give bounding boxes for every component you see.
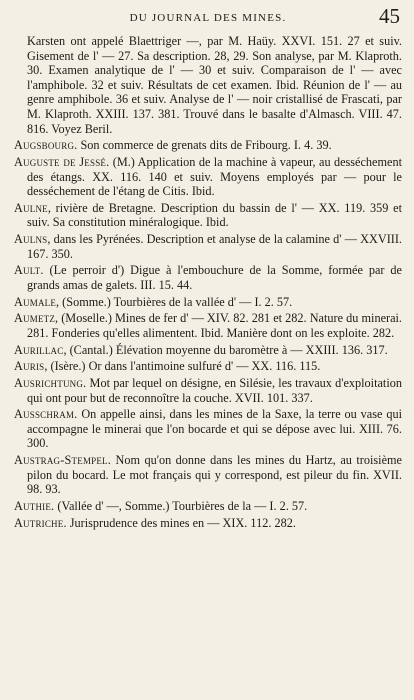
entry-text: (Le perroir d') Digue à l'embouchure de la Somme, formée par de grands amas de galets. III. 15. 44. bbox=[27, 263, 402, 292]
entry-head: Aulne bbox=[14, 200, 48, 215]
entry-text: (M.) Application de la machine à vapeur, au desséchement des étangs. XX. 116. 140 et suiv. Moyens employés par — pour le desséchement de l'étang de Citis. Ibid. bbox=[27, 154, 402, 199]
entry-text: , (Somme.) Tourbières de la vallée d' — I. 2. 57. bbox=[56, 294, 293, 309]
index-entries bbox=[14, 34, 402, 530]
index-entry bbox=[14, 376, 402, 405]
entry-text: , (Moselle.) Mines de fer d' — XIV. 82. 281 et 282. Nature du minerai. 281. Fonderies qu'elles alimentent. Ibid. Manière dont on les exploite. 282. bbox=[27, 311, 402, 340]
index-entry bbox=[14, 232, 402, 261]
index-entry bbox=[14, 34, 402, 136]
index-entry bbox=[14, 155, 402, 199]
entry-head: Austrag-Stempel. bbox=[14, 453, 112, 468]
index-entry bbox=[14, 295, 402, 310]
index-entry bbox=[14, 407, 402, 451]
entry-head: Augsbourg. bbox=[14, 138, 78, 153]
entry-text: Nom qu'on donne dans les mines du Hartz, au troisième pilon du bocard. Le mot français qui y correspond, est pileur du fin. XVII. 98. 93. bbox=[27, 453, 402, 497]
entry-head: Autriche. bbox=[14, 515, 67, 530]
entry-head: Authie. bbox=[14, 499, 55, 514]
entry-head: Auguste de Jessé. bbox=[14, 154, 110, 169]
entry-head: Auris bbox=[14, 359, 45, 374]
index-entry bbox=[14, 343, 402, 358]
index-entry bbox=[14, 499, 402, 514]
entry-text: Karsten ont appelé Blaettriger —, par M. Haüy. XXVI. 151. 27 et suiv. Gisement de l' — 27. Sa description. 28, 29. Son analyse, par M. Klaproth. 30. Examen analytique de l' — 30 et suiv. Comparaison de l' — avec l'amphibole. 32 et suiv. Résultats de cet examen. Ibid. Réunion de l' — au genre amphibole. 36 et suiv. Analyse de l' — noir cristallisé de Frascati, par M. Klaproth. XXIII. 137. 381. Trouvé dans le basalte d'Almasch. VIII. 47. 816. Voyez Beril. bbox=[27, 34, 402, 136]
entry-text: On appelle ainsi, dans les mines de la Saxe, la terre ou vase qui accompagne le minerai que l'on bocarde et qui se dépose avec lui. XIII. 76. 300. bbox=[27, 407, 402, 451]
index-entry bbox=[14, 453, 402, 497]
entry-head: Aulns bbox=[14, 232, 48, 247]
running-title: DU JOURNAL DES MINES. bbox=[129, 12, 287, 24]
entry-text: , dans les Pyrénées. Description et analyse de la calamine d' — XXVIII. 167. 350. bbox=[27, 232, 402, 261]
index-entry bbox=[14, 311, 402, 340]
entry-text: Mot par lequel on désigne, en Silésie, les travaux d'exploitation qui ont pour but de reconnoître la couche. XVII. 101. 337. bbox=[27, 376, 402, 405]
entry-head: Aurillac bbox=[14, 342, 64, 357]
entry-text: (Vallée d' —, Somme.) Tourbières de la — I. 2. 57. bbox=[54, 499, 308, 514]
entry-head: Ault. bbox=[14, 263, 44, 278]
index-entry bbox=[14, 516, 402, 531]
entry-head: Aumetz bbox=[14, 311, 56, 326]
entry-head: Aumale bbox=[14, 294, 57, 309]
entry-text: , (Cantal.) Élévation moyenne du baromètre à — XXIII. 136. 317. bbox=[63, 342, 388, 357]
index-entry bbox=[14, 138, 402, 153]
entry-text: Son commerce de grenats dits de Fribourg. I. 4. 39. bbox=[77, 138, 332, 153]
entry-text: , rivière de Bretagne. Description du bassin de l' — XX. 119. 359 et suiv. Sa constitution minéralogique. Ibid. bbox=[27, 200, 402, 230]
entry-text: , (Isère.) Or dans l'antimoine sulfuré d' — XX. 116. 115. bbox=[44, 359, 321, 374]
index-entry bbox=[14, 201, 402, 230]
entry-text: Jurisprudence des mines en — XIX. 112. 282. bbox=[66, 515, 296, 530]
index-entry bbox=[14, 359, 402, 374]
entry-head: Ausrichtung. bbox=[14, 376, 87, 390]
index-entry bbox=[14, 263, 402, 292]
entry-head: Ausschram. bbox=[14, 407, 78, 422]
running-head bbox=[14, 4, 402, 34]
page-number: 45 bbox=[379, 4, 400, 28]
